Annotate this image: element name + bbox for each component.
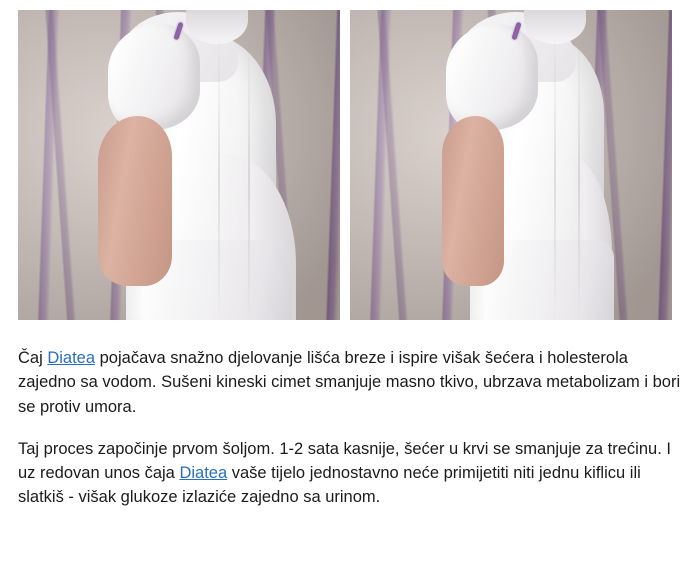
fabric-fold: [554, 34, 556, 320]
fabric-fold: [578, 34, 580, 320]
paragraph-1: [18, 346, 682, 419]
paragraph-2-part-2: vaše tijelo jednostavno neće primijetiti niti jednu kiflicu ili slatkiš - višak glukoze izlaziće zajedno sa urinom.: [18, 464, 641, 507]
article-text: [0, 320, 700, 510]
paragraph-2: [18, 437, 682, 510]
person-silhouette-after: [436, 10, 646, 320]
diatea-link-1[interactable]: Diatea: [47, 349, 96, 367]
paragraph-1-part-2: pojačava snažno djelovanje lišća breze i ispire višak šećera i holesterola zajedno sa vodom. Sušeni kineski cimet smanjuje masno tkivo, ubrzava metabolizam i bori se protiv umora.: [18, 349, 681, 416]
person-silhouette-before: [98, 10, 322, 320]
sleeve-shape: [108, 24, 200, 130]
sleeve-shape: [446, 24, 538, 130]
before-photo: [18, 10, 340, 320]
fabric-fold: [218, 34, 220, 320]
arm-shape: [98, 116, 172, 286]
arm-shape: [442, 116, 504, 286]
paragraph-2-part-1: Taj proces započinje prvom šoljom. 1-2 sata kasnije, šećer u krvi se smanjuje za trećinu. I uz redovan unos čaja: [18, 439, 671, 482]
fabric-fold: [248, 34, 250, 320]
after-photo: [350, 10, 672, 320]
diatea-link-2[interactable]: Diatea: [179, 464, 228, 482]
paragraph-1-part-1: Čaj: [18, 349, 48, 367]
